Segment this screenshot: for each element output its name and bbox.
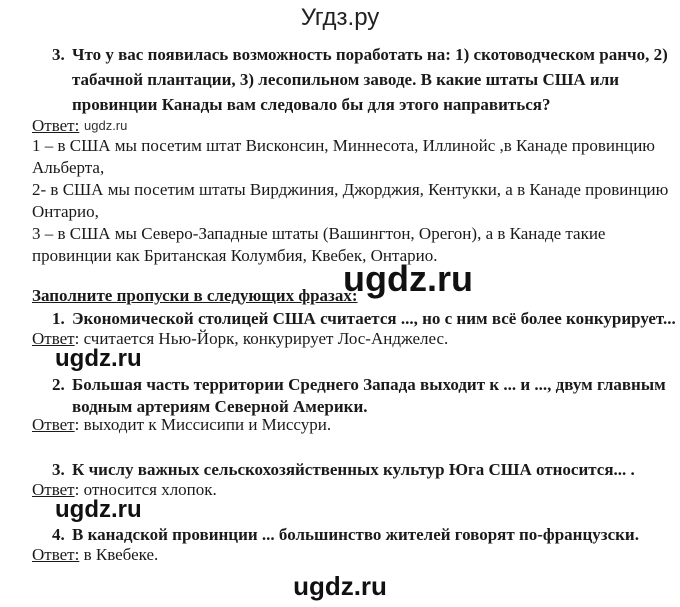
watermark-medium: ugdz.ru bbox=[55, 496, 142, 523]
answer-line: Альберта, bbox=[32, 158, 105, 177]
watermark-large: ugdz.ru bbox=[343, 258, 473, 299]
answer-text: : выходит к Миссисипи и Миссури. bbox=[74, 415, 332, 434]
question-number: 4. bbox=[52, 525, 65, 544]
answer-text: в Квебеке. bbox=[79, 545, 159, 564]
answer-line: 2- в США мы посетим штаты Вирджиния, Джорджия, Кентукки, а в Канаде провинцию bbox=[32, 180, 669, 199]
question-number: 3. bbox=[52, 45, 65, 64]
site-title: Угдз.ру bbox=[300, 4, 380, 31]
answer-text: : относится хлопок. bbox=[74, 480, 217, 499]
answer-line: 3 – в США мы Северо-Западные штаты (Вашингтон, Орегон), а в Канаде такие bbox=[32, 224, 606, 243]
answer-label: Ответ: bbox=[32, 545, 80, 564]
question-line: Экономической столицей США считается ..., но с ним всё более конкурирует... bbox=[72, 309, 676, 328]
answer-line: 1 – в США мы посетим штат Висконсин, Миннесота, Иллинойс ,в Канаде провинцию bbox=[32, 136, 656, 155]
section-title: Заполните пропуски в следующих фразах: bbox=[32, 286, 358, 305]
question-line: табачной плантации, 3) лесопильном заводе. В какие штаты США или bbox=[72, 70, 620, 89]
answer-label: Ответ: bbox=[32, 116, 80, 135]
question-number: 3. bbox=[52, 460, 65, 479]
answer-label: Ответ bbox=[32, 329, 75, 348]
answer-label: Ответ bbox=[32, 480, 75, 499]
watermark-bottom: ugdz.ru bbox=[293, 571, 387, 601]
answer-text: : считается Нью-Йорк, конкурирует Лос-Анджелес. bbox=[74, 329, 449, 348]
question-line: К числу важных сельскохозяйственных культур Юга США относится... . bbox=[72, 460, 635, 479]
question-number: 1. bbox=[52, 309, 65, 328]
question-line: водным артериям Северной Америки. bbox=[72, 397, 368, 416]
answer-row bbox=[32, 543, 158, 567]
answer-line: Онтарио, bbox=[32, 202, 99, 221]
answer-label: Ответ bbox=[32, 415, 75, 434]
question-line: провинции Канады вам следовало бы для этого направиться? bbox=[72, 95, 551, 114]
question-line: Большая часть территории Среднего Запада выходит к ... и ..., двум главным bbox=[72, 375, 666, 394]
watermark-medium: ugdz.ru bbox=[55, 345, 142, 372]
question-line: В канадской провинции ... большинство жителей говорят по-французски. bbox=[72, 525, 639, 544]
question-line: Что у вас появилась возможность поработать на: 1) скотоводческом ранчо, 2) bbox=[72, 45, 668, 64]
answer-row bbox=[32, 413, 331, 437]
watermark-small: ugdz.ru bbox=[84, 118, 128, 133]
question-number: 2. bbox=[52, 375, 65, 394]
answer-line: провинции как Британская Колумбия, Квебек, Онтарио. bbox=[32, 246, 438, 265]
